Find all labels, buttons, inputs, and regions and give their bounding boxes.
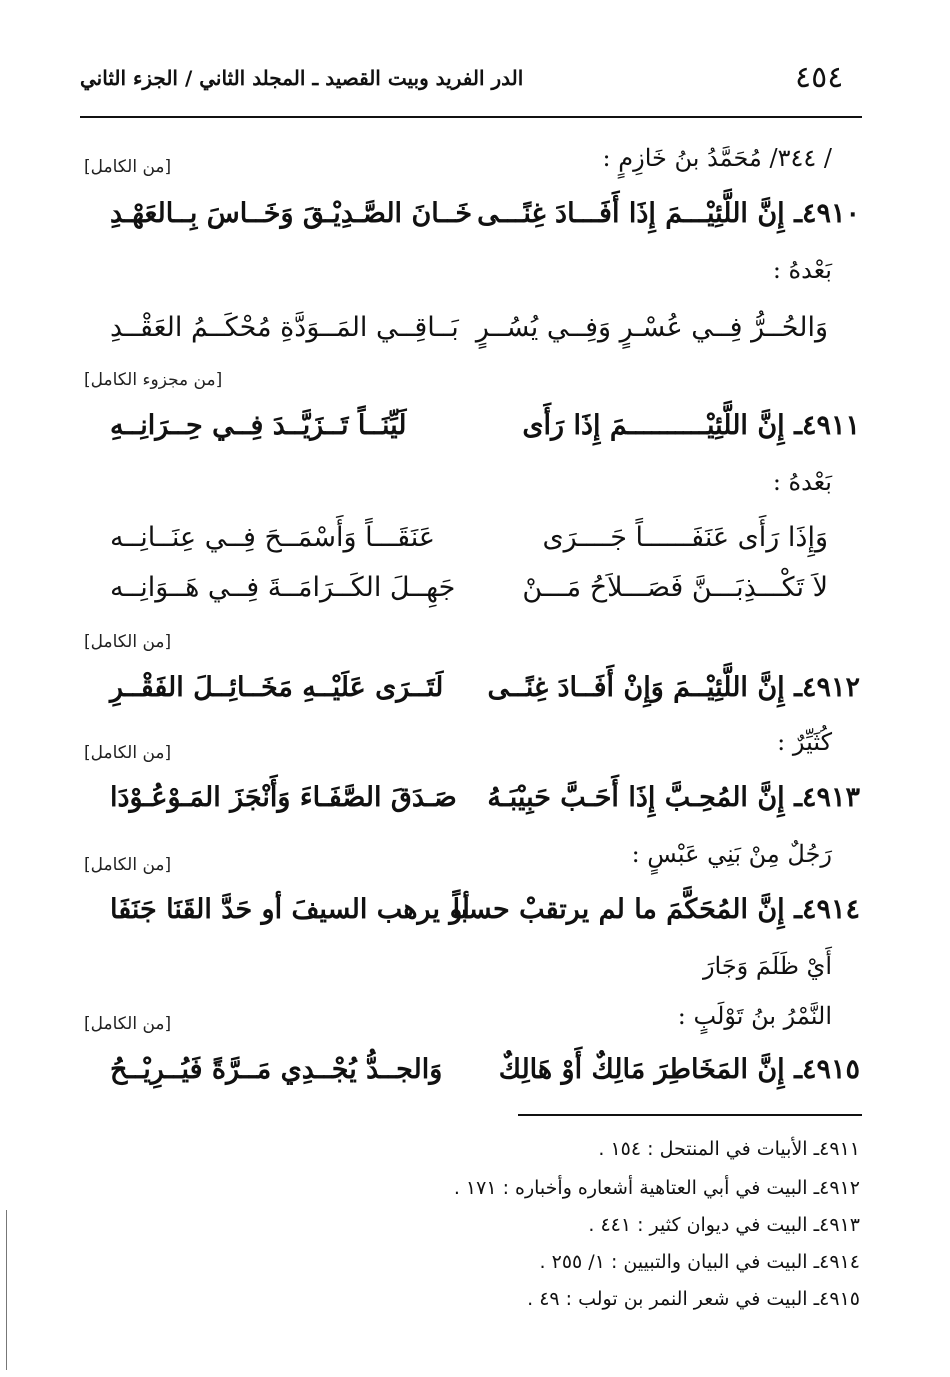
after-label: بَعْدهُ : xyxy=(772,468,832,496)
verse-4914-second-hemistich: أو يرهب السيفَ أو حَدَّ القَنَا جَنَفَا xyxy=(110,894,470,925)
running-title: الدر الفريد وبيت القصيد ـ المجلد الثاني / الجزء الثاني xyxy=(80,66,524,90)
verse-second-hemistich: عَنَقَـــاً وَأَسْمَــحَ فِــي عِنَــانِــه xyxy=(110,522,435,553)
meter-label: [من الكامل] xyxy=(84,743,172,763)
verse-4914-first-hemistich: ٤٩١٤ـ إِنَّ المُحَكَّمَ ما لم يرتقبْ حسباً xyxy=(452,894,860,925)
meter-label: [من الكامل] xyxy=(84,157,172,177)
verse-4913-second-hemistich: صَـدَقَ الصَّفَـاءَ وَأَنْجَزَ المَـوْعُـوْدَا xyxy=(110,782,457,813)
verse-4915-second-hemistich: وَالجــدُّ يُجْــدِي مَــرَّةً فَيُــرِيْــحُ xyxy=(110,1054,443,1085)
verse-4911-first-hemistich: ٤٩١١ـ إِنَّ اللَّئِيْــــــــــمَ إِذَا رَأَى xyxy=(522,410,860,441)
verse-second-hemistich: بَــاقِــي المَــوَدَّةِ مُحْكَــمُ العَقْــدِ xyxy=(110,312,459,343)
verse-4912-first-hemistich: ٤٩١٢ـ إِنَّ اللَّئِيْــمَ وَإِنْ أَفَــادَ غِنًــى xyxy=(487,672,860,703)
verse-first-hemistich: لاَ تَكْـــذِبَـــنَّ فَصَـــلاَحُ مَـــنْ xyxy=(522,572,828,603)
meter-label: [من الكامل] xyxy=(84,855,172,875)
verse-second-hemistich: جَهِــلَ الكَــرَامَــةَ فِــي هَــوَانِــه xyxy=(110,572,456,603)
page-number: ٤٥٤ xyxy=(795,60,844,95)
footnote: ٤٩١٤ـ البيت في البيان والتبيين : ١/ ٢٥٥ . xyxy=(539,1251,860,1273)
footnote: ٤٩١١ـ الأبيات في المنتحل : ١٥٤ . xyxy=(598,1138,860,1160)
verse-4913-first-hemistich: ٤٩١٣ـ إِنَّ المُحِـبَّ إِذَا أَحَـبَّ حَبِيْبَـهُ xyxy=(487,782,860,813)
verse-4915-first-hemistich: ٤٩١٥ـ إِنَّ المَخَاطِرَ مَالِكٌ أَوْ هَالِكٌ xyxy=(498,1054,860,1085)
footnote: ٤٩١٢ـ البيت في أبي العتاهية أشعاره وأخباره : ١٧١ . xyxy=(453,1177,860,1199)
poet-name: كُثَيِّرٌ : xyxy=(777,728,832,756)
footnote: ٤٩١٣ـ البيت في ديوان كثير : ٤٤١ . xyxy=(588,1214,860,1236)
header-rule xyxy=(80,116,862,118)
meter-label: [من الكامل] xyxy=(84,1014,172,1034)
meter-label: [من الكامل] xyxy=(84,632,172,652)
scan-margin-line xyxy=(6,1210,7,1370)
footnote: ٤٩١٥ـ البيت في شعر النمر بن تولب : ٤٩ . xyxy=(527,1288,860,1310)
verse-4910-second-hemistich: خَــانَ الصَّـدِيْـقَ وَخَــاسَ بِــالعَهْـدِ xyxy=(110,198,473,229)
verse-4910-first-hemistich: ٤٩١٠ـ إِنَّ اللَّئِيْـــمَ إِذَا أَفَـــادَ غِنًـــى xyxy=(477,198,860,229)
verse-4912-second-hemistich: لَتَــرَى عَلَيْــهِ مَخَــائِــلَ الفَقْــرِ xyxy=(110,672,444,703)
poet-name: النَّمْرُ بنُ تَوْلَبٍ : xyxy=(677,1002,832,1030)
footnote-rule xyxy=(518,1114,862,1116)
verse-4911-second-hemistich: لَيِّنَــاً تَــزَيَّــدَ فِــي حِــرَانِــهِ xyxy=(110,410,407,441)
after-label: بَعْدهُ : xyxy=(772,256,832,284)
meter-label: [من مجزوء الكامل] xyxy=(84,370,223,390)
verse-first-hemistich: وَإِذَا رَأَى عَنَفَــــــاً جَــــرَى xyxy=(542,522,828,553)
poet-name: رَجُلٌ مِنْ بَنِي عَبْسٍ : xyxy=(631,840,832,868)
poet-name: / ٣٤٤/ مُحَمَّدُ بنُ خَازِمٍ : xyxy=(602,144,832,172)
verse-first-hemistich: وَالحُــرُّ فِــي عُسْـرٍ وَفِــي يُسُــرٍ xyxy=(475,312,828,343)
gloss-note: أَيْ ظَلَمَ وَجَارَ xyxy=(702,952,832,980)
